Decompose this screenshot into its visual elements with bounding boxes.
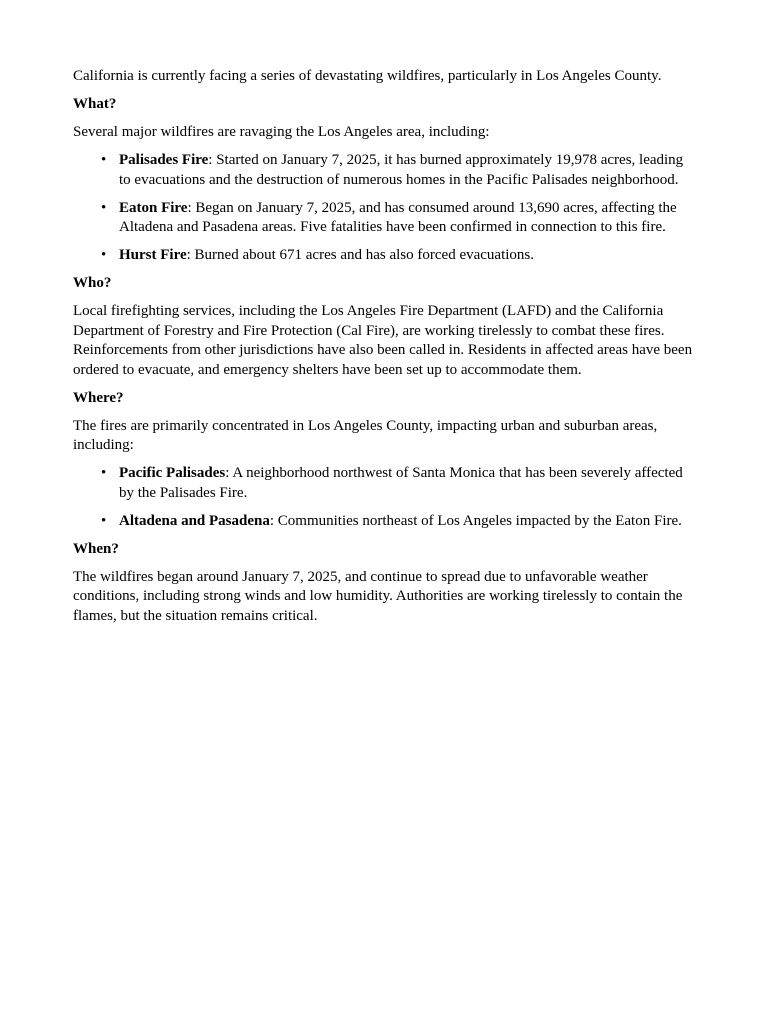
list-item-altadena-pasadena xyxy=(101,512,698,532)
list-item-title: Palisades Fire xyxy=(119,152,209,168)
list-item-text: : A neighborhood northwest of Santa Monica that has been severely affected by the Palisades Fire. xyxy=(119,465,683,501)
list-item-palisades-fire xyxy=(101,151,698,190)
list-item-title: Altadena and Pasadena xyxy=(119,512,270,529)
where-area-list xyxy=(73,464,698,531)
list-item-text: : Started on January 7, 2025, it has burned approximately 19,978 acres, leading to evacuations and the destruction of numerous homes in the Pacific Palisades neighborhood. xyxy=(119,152,684,188)
bullet-icon: • xyxy=(101,199,107,216)
what-lead-paragraph: Several major wildfires are ravaging the Los Angeles area, including: xyxy=(73,124,490,140)
list-item-text: : Began on January 7, 2025, and has consumed around 13,690 acres, affecting the Altadena and Pasadena areas. Five fatalities have been confirmed in connection to this fire. xyxy=(119,199,677,235)
section-heading-when: When? xyxy=(73,540,119,557)
list-item-text: : Burned about 671 acres and has also forced evacuations. xyxy=(186,247,535,263)
section-heading-what: What? xyxy=(73,96,117,112)
bullet-icon: • xyxy=(101,512,107,529)
list-item-title: Eaton Fire xyxy=(119,199,188,216)
document-page xyxy=(73,67,698,635)
where-lead-paragraph: The fires are primarily concentrated in Los Angeles County, impacting urban and suburban areas, including: xyxy=(73,417,658,453)
section-heading-who: Who? xyxy=(73,275,112,291)
when-paragraph: The wildfires began around January 7, 2025, and continue to spread due to unfavorable weather conditions, including strong winds and low humidity. Authorities are working tirelessly to contain the flames, but the situation remains critical. xyxy=(73,568,683,624)
bullet-icon: • xyxy=(101,152,107,168)
what-fire-list xyxy=(73,151,698,266)
list-item-title: Pacific Palisades xyxy=(119,465,226,481)
who-paragraph: Local firefighting services, including the Los Angeles Fire Department (LAFD) and the California Department of Forestry and Fire Protection (Cal Fire), are working tirelessly to combat these fires. Reinforcements from other jurisdictions have also been called in. Residents in affected areas have been ordered to evacuate, and emergency shelters have been set up to accommodate them. xyxy=(73,303,693,378)
bullet-icon: • xyxy=(101,465,107,481)
section-heading-where: Where? xyxy=(73,389,124,406)
list-item-pacific-palisades xyxy=(101,464,698,503)
intro-paragraph: California is currently facing a series of devastating wildfires, particularly in Los Angeles County. xyxy=(73,68,662,84)
list-item-text: : Communities northeast of Los Angeles impacted by the Eaton Fire. xyxy=(269,512,682,529)
list-item-hurst-fire xyxy=(101,246,698,266)
bullet-icon: • xyxy=(101,247,107,263)
list-item-title: Hurst Fire xyxy=(119,247,187,263)
list-item-eaton-fire xyxy=(101,199,698,238)
